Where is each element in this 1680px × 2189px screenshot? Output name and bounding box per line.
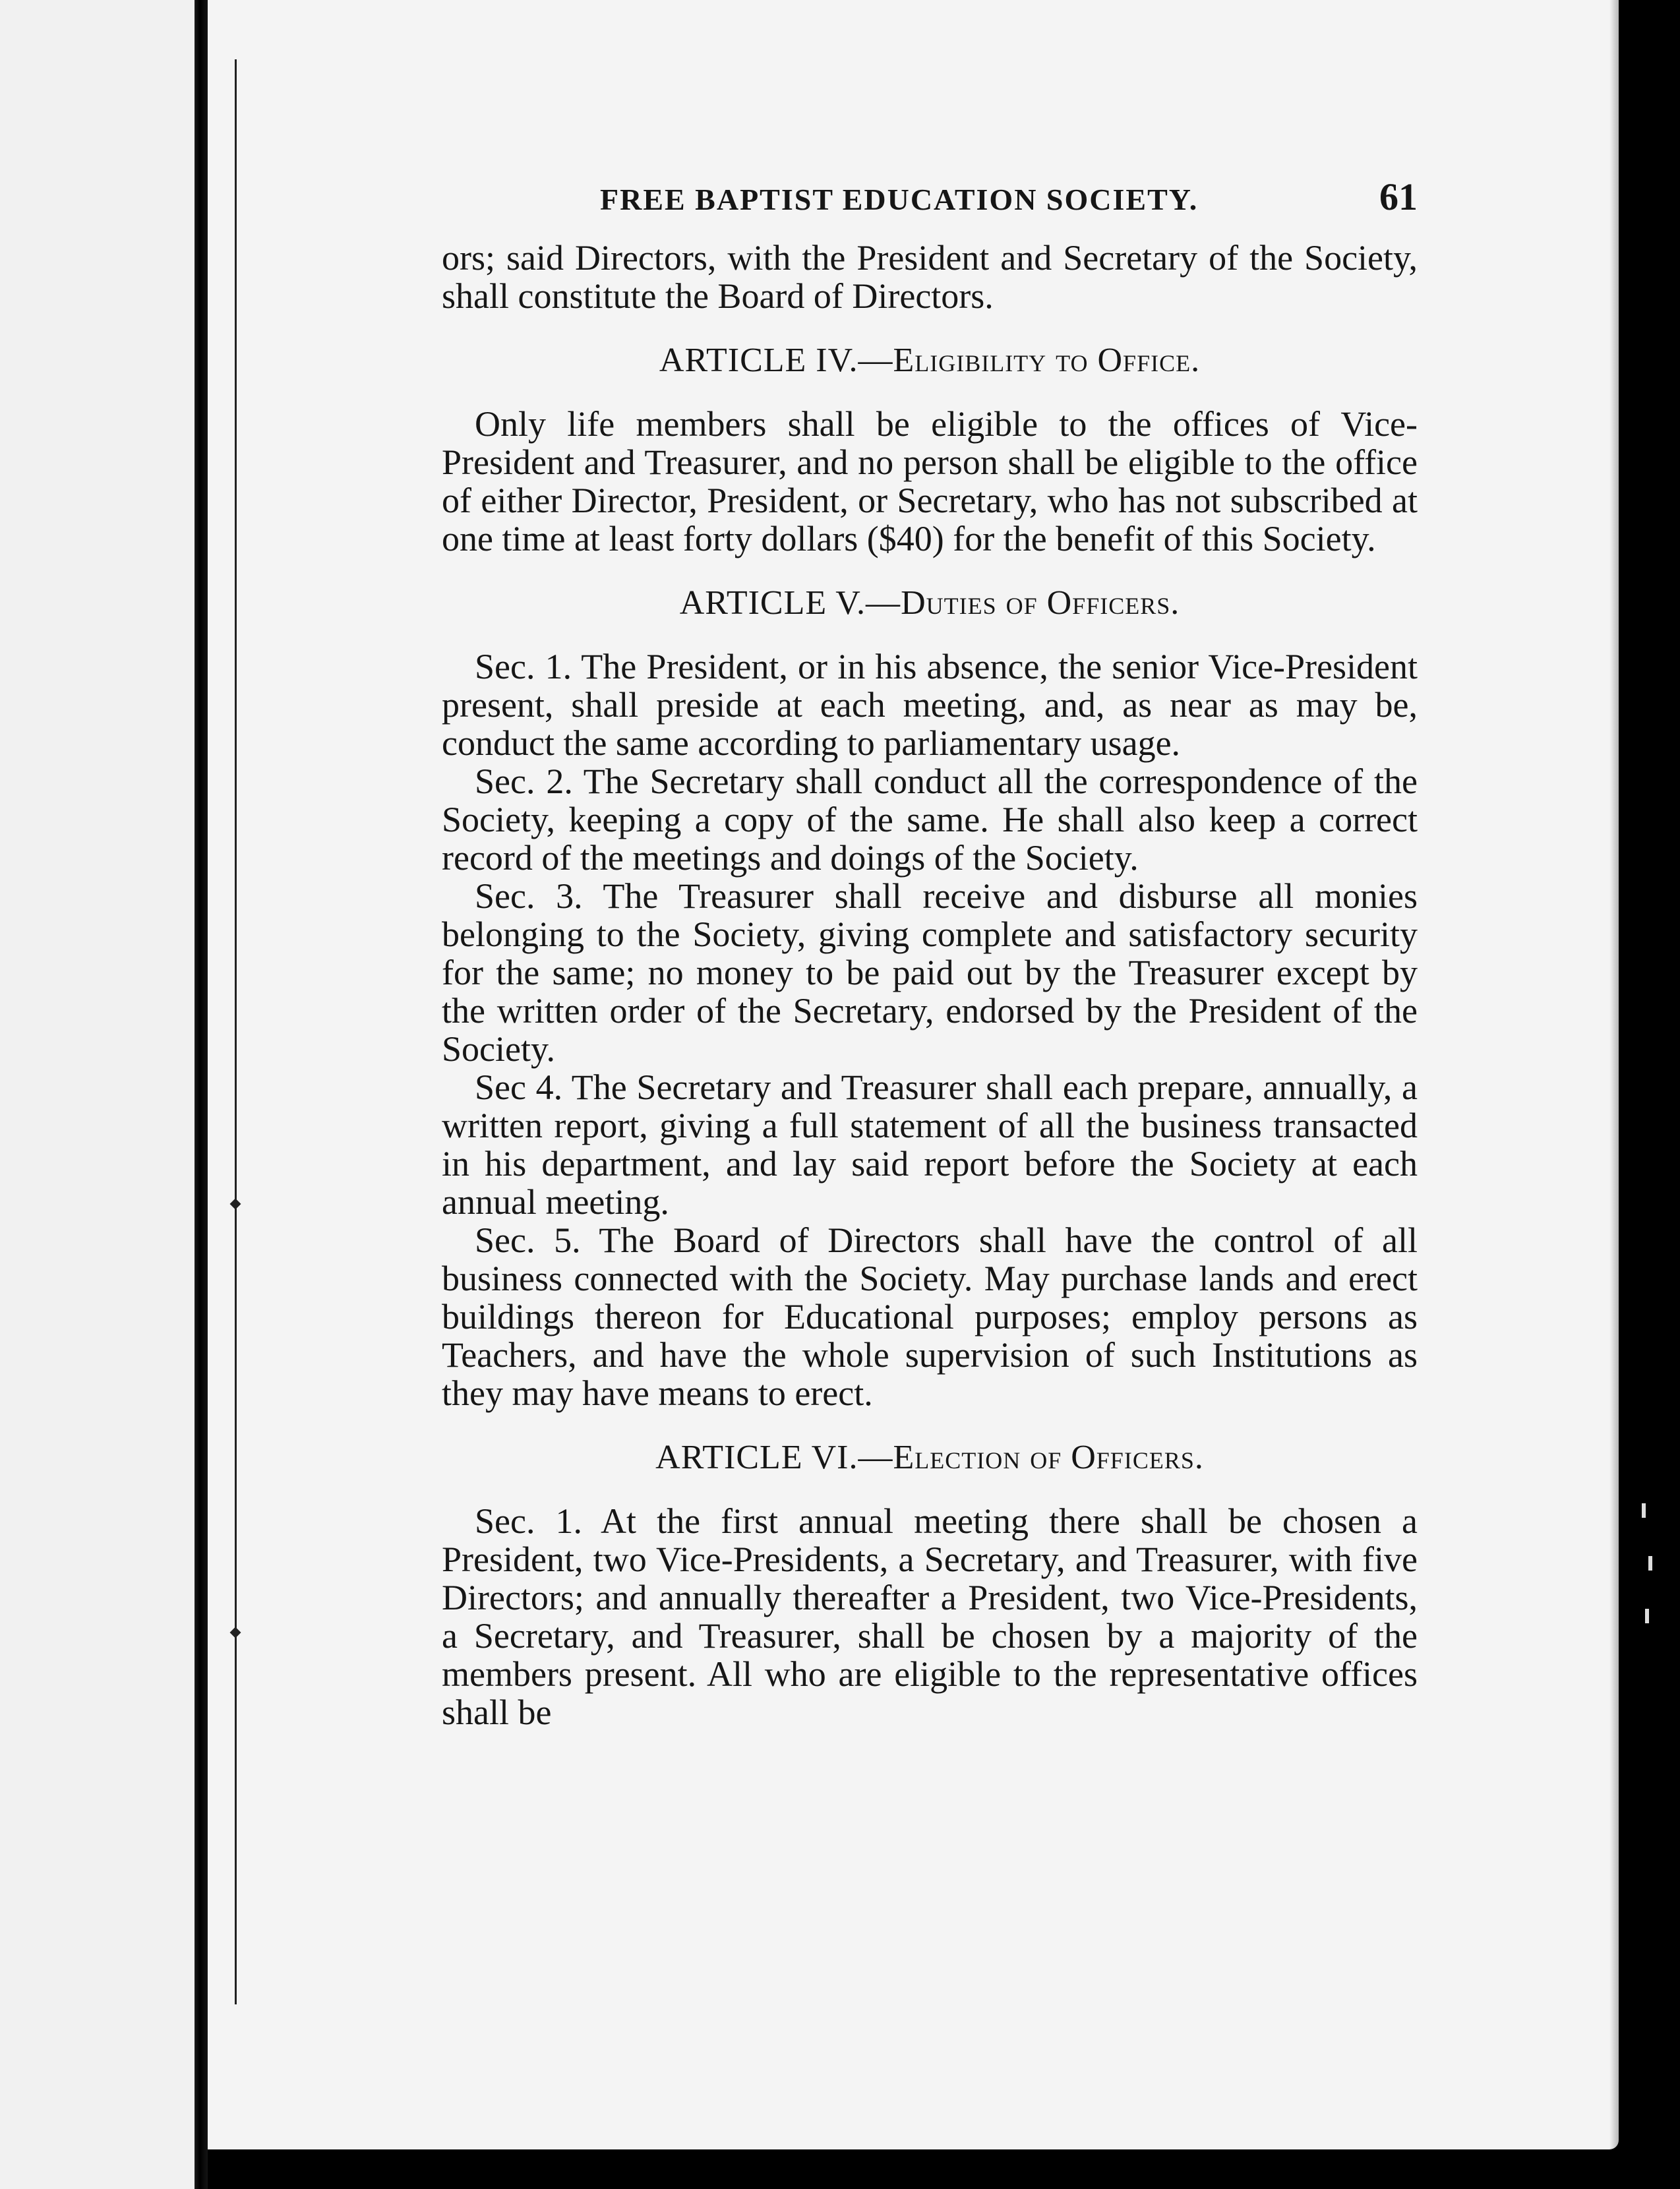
article-4-text: Only life members shall be eligible to the offices of Vice-President and Treasurer, and no person shall be eligible to the office of either Director, President, or Secretary, who has not subscribed at one time at least forty dollars ($40) for the benefit of this Society. (442, 404, 1418, 558)
running-head (600, 175, 1418, 219)
article-5-section-2: Sec. 2. The Secretary shall conduct all the correspondence of the Society, keeping a copy of the same. He shall also keep a correct record of the meetings and doings of the Society. (442, 762, 1418, 878)
article-5-heading (442, 584, 1418, 622)
edge-speck (1642, 1503, 1646, 1518)
page-text (442, 175, 1418, 1732)
book-gutter (195, 0, 208, 2189)
binding-line (235, 59, 237, 2004)
article-5-section-5: Sec. 5. The Board of Directors shall have the control of all business connected with the Society. May purchase lands and erect buildings thereon for Educational purposes; employ persons as Teachers, and have the whole supervision of such Institutions as they may have means to erect. (442, 1220, 1418, 1413)
article-6-heading (442, 1439, 1418, 1477)
article-4-heading-sub: Eligibility to Office. (893, 342, 1201, 379)
article-5-section-4: Sec 4. The Secretary and Treasurer shall each prepare, annually, a written report, giving a full statement of all the business transacted in his department, and lay said report before the Society at each annual meeting. (442, 1067, 1418, 1222)
edge-speck (1645, 1609, 1649, 1623)
article-6-heading-sub: Election of Officers. (893, 1439, 1204, 1476)
article-6-section-1: Sec. 1. At the first annual meeting there shall be chosen a President, two Vice-Presidents, a Secretary, and Treasurer, with five Directors; and annually thereafter a President, two Vice-Presidents, a Secretary, and Treasurer, shall be chosen by a majority of the members present. All who are eligible to the representative offices shall be (442, 1501, 1418, 1732)
edge-speck (1648, 1556, 1652, 1571)
left-page-edge (0, 0, 195, 2189)
running-title: FREE BAPTIST EDUCATION SOCIETY. (600, 183, 1199, 216)
opening-paragraph: ors; said Directors, with the President and Secretary of the Society, shall constitute the Board of Directors. (442, 238, 1418, 316)
page-number: 61 (1379, 175, 1418, 218)
article-4-heading (442, 342, 1418, 380)
article-4-heading-main: ARTICLE IV.— (659, 342, 893, 379)
article-5-heading-main: ARTICLE V.— (679, 584, 901, 622)
article-5-section-3: Sec. 3. The Treasurer shall receive and disburse all monies belonging to the Society, giving complete and satisfactory security for the same; no money to be paid out by the Treasurer except by the written order of the Secretary, endorsed by the President of the Society. (442, 876, 1418, 1069)
article-5-heading-sub: Duties of Officers. (901, 584, 1180, 622)
article-5-section-1: Sec. 1. The President, or in his absence, the senior Vice-President present, shall preside at each meeting, and, as near as may be, conduct the same according to parliamentary usage. (442, 647, 1418, 763)
article-6-heading-main: ARTICLE VI.— (655, 1439, 893, 1476)
